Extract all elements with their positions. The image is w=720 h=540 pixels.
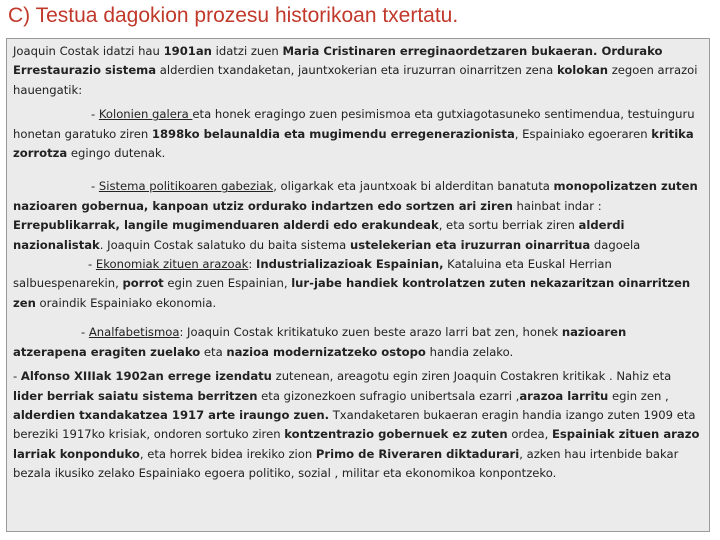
text: hainbat indar : bbox=[512, 198, 602, 213]
text-box bbox=[6, 38, 710, 532]
text: Kolonien galera bbox=[98, 107, 193, 122]
text: zutenean, areagotu egin ziren Joaquin Costakren kritikak . Nahiz eta bbox=[271, 369, 672, 384]
text: nazioaren atzerapena eragiten zuelako bbox=[13, 325, 627, 359]
text: lider berriak saiatu sistema berritzen bbox=[13, 388, 258, 403]
text: : Joaquin Costak kritikatuko zuen beste arazo larri bat zen, honek bbox=[179, 325, 562, 340]
text: alderdien txandakatzea 1917 arte iraungo zuen. bbox=[13, 407, 330, 422]
paragraph-analfabetismoa bbox=[13, 323, 703, 362]
text: , eta sortu berriak ziren bbox=[438, 218, 579, 233]
text: Industrializazioak Espainian, bbox=[256, 257, 444, 272]
text: Sistema politikoaren gabeziak bbox=[98, 179, 274, 194]
text: : bbox=[248, 257, 256, 272]
paragraph-ekonomia bbox=[13, 255, 703, 313]
text: - bbox=[13, 369, 21, 384]
text: , eta horrek bidea irekiko zion bbox=[139, 446, 316, 461]
text: alderdien txandaketan, jauntxokerian eta iruzurran oinarritzen zena bbox=[156, 63, 557, 78]
text: Analfabetismoa bbox=[88, 325, 180, 340]
paragraph-kolonien bbox=[13, 105, 703, 163]
text: zegoen arrazoi hauengatik: bbox=[13, 63, 698, 97]
text: Txandaketaren bukaeran eragin handia izango zuten 1909 eta bereziki 1917ko krisiak, ondoren sortuko ziren bbox=[13, 407, 696, 442]
text: Kataluina eta Euskal Herrian salbuespenarekin, bbox=[13, 257, 612, 291]
text: , Espainiako egoeraren bbox=[514, 126, 652, 141]
text: 1901an bbox=[163, 44, 212, 58]
text: Espainiak zituen arazo larriak konponduko bbox=[13, 427, 700, 461]
text: porrot bbox=[122, 276, 164, 291]
text: , oligarkak eta jauntxoak bi alderditan banatuta bbox=[273, 179, 554, 194]
text: . Joaquin Costak salatuko du baita sistema bbox=[99, 237, 350, 252]
text: Errepublikarrak, langile mugimenduaren alderdi edo erakundeak bbox=[13, 218, 439, 233]
text: dagoela bbox=[590, 237, 641, 252]
paragraph-intro bbox=[13, 42, 703, 100]
text: kolokan bbox=[556, 63, 609, 78]
text: kritika zorrotza bbox=[13, 126, 694, 161]
text: Ekonomiak zituen arazoak bbox=[95, 257, 249, 272]
text: arazoa larritu bbox=[519, 388, 609, 403]
text: eta honek eragingo zuen pesimismoa eta gutxiagotasuneko sentimendua, testuinguru honetan garatuko ziren bbox=[13, 107, 695, 141]
text: 1898ko belaunaldia eta mugimendu erregenerazionista bbox=[151, 126, 515, 141]
text: - bbox=[88, 257, 96, 272]
text: ordea, bbox=[507, 427, 552, 442]
text: Alfonso XIIIak 1902an errege izendatu bbox=[20, 369, 272, 384]
text: , azken hau irtenbide bakar bezala ikusiko zelako Espainiako egoera politiko, sozial , militar eta ekonomikoa konpontzeko. bbox=[13, 446, 679, 481]
text: egingo dutenak. bbox=[67, 146, 166, 161]
text: alderdi nazionalistak bbox=[13, 218, 625, 252]
text: Maria Cristinaren erreginaordetzaren bukaeran. Ordurako Errestaurazio sistema bbox=[13, 44, 663, 78]
text: - bbox=[81, 325, 89, 340]
text: lur-jabe handiek kontrolatzen zuten nekazaritzan oinarritzen zen bbox=[13, 276, 691, 310]
text: egin zen , bbox=[608, 388, 669, 403]
text: oraindik Espainiako ekonomia. bbox=[35, 295, 217, 310]
paragraph-alfonso bbox=[13, 367, 703, 483]
text: Primo de Riveraren diktadurari bbox=[315, 446, 520, 461]
text: egin zuen Espainian, bbox=[163, 276, 292, 291]
text: idatzi zuen bbox=[211, 44, 283, 58]
text: - bbox=[91, 179, 99, 194]
text: nazioa modernizatzeko ostopo bbox=[226, 344, 426, 359]
text: monopolizatzen zuten nazioaren gobernua, kanpoan utziz ordurako indartzen edo sortzen ari ziren bbox=[13, 179, 698, 213]
text: eta bbox=[200, 344, 227, 359]
text: eta gizonezkoen sufragio unibertsala ezarri , bbox=[257, 388, 520, 403]
text: - bbox=[91, 107, 99, 122]
text: kontzentrazio gobernuek ez zuten bbox=[284, 427, 508, 442]
text: handia zelako. bbox=[425, 344, 514, 359]
page-title: C) Testua dagokion prozesu historikoan txertatu. bbox=[8, 4, 459, 27]
text: Joaquin Costak idatzi hau bbox=[13, 44, 164, 58]
paragraph-sistema bbox=[13, 177, 703, 255]
text: ustelekerian eta iruzurran oinarritua bbox=[349, 237, 591, 252]
